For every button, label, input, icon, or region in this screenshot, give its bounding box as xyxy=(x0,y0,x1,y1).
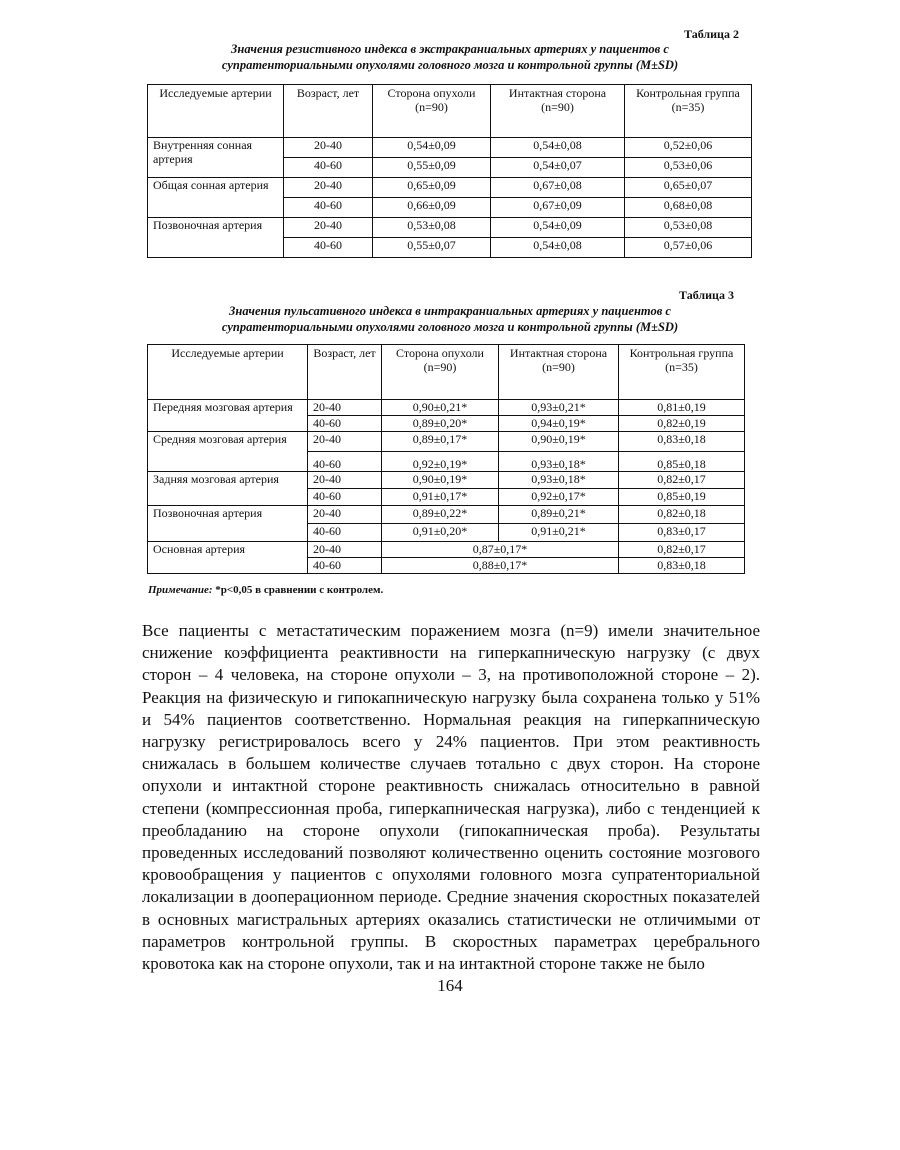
tumor-cell: 0,55±0,07 xyxy=(373,238,491,258)
intact-cell: 0,54±0,09 xyxy=(491,218,625,238)
age-cell: 20-40 xyxy=(308,506,382,524)
artery-name: Средняя мозговая артерия xyxy=(148,432,308,472)
table3-label: Таблица 3 xyxy=(679,288,734,302)
intact-cell: 0,67±0,08 xyxy=(491,178,625,198)
artery-name: Внутренняя сонная артерия xyxy=(148,138,284,178)
table2-header-control: Контрольная группа (n=35) xyxy=(625,85,752,138)
age-cell: 20-40 xyxy=(284,178,373,198)
tumor-cell: 0,89±0,20* xyxy=(382,416,499,432)
table2-header-row xyxy=(148,85,752,138)
control-cell: 0,83±0,17 xyxy=(619,524,745,542)
table3-header-tumor: Сторона опухоли (n=90) xyxy=(382,345,499,400)
control-cell: 0,82±0,19 xyxy=(619,416,745,432)
control-cell: 0,85±0,18 xyxy=(619,452,745,472)
age-cell: 40-60 xyxy=(284,238,373,258)
control-cell: 0,82±0,17 xyxy=(619,542,745,558)
table2-label: Таблица 2 xyxy=(684,27,739,41)
page-number: 164 xyxy=(437,976,463,995)
tumor-cell: 0,90±0,19* xyxy=(382,472,499,489)
table2-header-age: Возраст, лет xyxy=(284,85,373,138)
table-row xyxy=(148,400,745,416)
control-cell: 0,82±0,17 xyxy=(619,472,745,489)
table-row xyxy=(148,506,745,524)
artery-name: Передняя мозговая артерия xyxy=(148,400,308,432)
age-cell: 40-60 xyxy=(284,158,373,178)
tumor-cell: 0,53±0,08 xyxy=(373,218,491,238)
table-row xyxy=(148,542,745,558)
table3-note xyxy=(148,584,383,596)
tumor-cell: 0,66±0,09 xyxy=(373,198,491,218)
control-cell: 0,82±0,18 xyxy=(619,506,745,524)
intact-cell: 0,90±0,19* xyxy=(499,432,619,452)
table-row xyxy=(148,218,752,238)
control-cell: 0,85±0,19 xyxy=(619,489,745,506)
intact-cell: 0,89±0,21* xyxy=(499,506,619,524)
artery-name: Задняя мозговая артерия xyxy=(148,472,308,506)
intact-cell: 0,67±0,09 xyxy=(491,198,625,218)
note-label: Примечание: xyxy=(148,584,213,596)
table3-header-artery: Исследуемые артерии xyxy=(148,345,308,400)
intact-cell: 0,93±0,18* xyxy=(499,472,619,489)
tumor-cell: 0,91±0,20* xyxy=(382,524,499,542)
tumor-cell: 0,92±0,19* xyxy=(382,452,499,472)
table3-caption xyxy=(150,303,750,335)
age-cell: 40-60 xyxy=(284,198,373,218)
control-cell: 0,53±0,08 xyxy=(625,218,752,238)
control-cell: 0,68±0,08 xyxy=(625,198,752,218)
age-cell: 40-60 xyxy=(308,558,382,574)
intact-cell: 0,94±0,19* xyxy=(499,416,619,432)
tumor-cell: 0,89±0,17* xyxy=(382,432,499,452)
control-cell: 0,83±0,18 xyxy=(619,558,745,574)
table2-caption-line2: супратенториальными опухолями головного мозга и контрольной группы (M±SD) xyxy=(221,58,679,72)
table-row xyxy=(148,432,745,452)
intact-cell: 0,54±0,08 xyxy=(491,238,625,258)
intact-cell: 0,93±0,21* xyxy=(499,400,619,416)
combined-cell: 0,88±0,17* xyxy=(382,558,619,574)
tumor-cell: 0,90±0,21* xyxy=(382,400,499,416)
table2 xyxy=(147,84,752,258)
artery-name: Общая сонная артерия xyxy=(148,178,284,218)
table2-caption-line1: Значения резистивного индекса в экстракраниальных артериях у пациентов с xyxy=(231,42,669,56)
table3-header-intact: Интактная сторона (n=90) xyxy=(499,345,619,400)
table2-header-artery: Исследуемые артерии xyxy=(148,85,284,138)
age-cell: 20-40 xyxy=(308,432,382,452)
control-cell: 0,57±0,06 xyxy=(625,238,752,258)
age-cell: 40-60 xyxy=(308,524,382,542)
intact-cell: 0,91±0,21* xyxy=(499,524,619,542)
control-cell: 0,52±0,06 xyxy=(625,138,752,158)
age-cell: 20-40 xyxy=(308,542,382,558)
tumor-cell: 0,55±0,09 xyxy=(373,158,491,178)
table3-caption-line1: Значения пульсативного индекса в интракраниальных артериях у пациентов с xyxy=(229,304,671,318)
table-row xyxy=(148,472,745,489)
artery-name: Позвоночная артерия xyxy=(148,506,308,542)
tumor-cell: 0,54±0,09 xyxy=(373,138,491,158)
age-cell: 40-60 xyxy=(308,452,382,472)
tumor-cell: 0,65±0,09 xyxy=(373,178,491,198)
intact-cell: 0,92±0,17* xyxy=(499,489,619,506)
table2-header-intact: Интактная сторона (n=90) xyxy=(491,85,625,138)
intact-cell: 0,54±0,07 xyxy=(491,158,625,178)
table2-header-tumor: Сторона опухоли (n=90) xyxy=(373,85,491,138)
tumor-cell: 0,91±0,17* xyxy=(382,489,499,506)
intact-cell: 0,54±0,08 xyxy=(491,138,625,158)
control-cell: 0,53±0,06 xyxy=(625,158,752,178)
control-cell: 0,83±0,18 xyxy=(619,432,745,452)
age-cell: 20-40 xyxy=(284,138,373,158)
artery-name: Основная артерия xyxy=(148,542,308,574)
tumor-cell: 0,89±0,22* xyxy=(382,506,499,524)
table3-header-row xyxy=(148,345,745,400)
table-row xyxy=(148,138,752,158)
control-cell: 0,65±0,07 xyxy=(625,178,752,198)
combined-cell: 0,87±0,17* xyxy=(382,542,619,558)
note-text: *p<0,05 в сравнении с контролем. xyxy=(215,584,384,596)
age-cell: 40-60 xyxy=(308,416,382,432)
intact-cell: 0,93±0,18* xyxy=(499,452,619,472)
table3-caption-line2: супратенториальными опухолями головного мозга и контрольной группы (M±SD) xyxy=(221,320,679,334)
artery-name: Позвоночная артерия xyxy=(148,218,284,258)
table3-header-age: Возраст, лет xyxy=(308,345,382,400)
age-cell: 20-40 xyxy=(308,472,382,489)
control-cell: 0,81±0,19 xyxy=(619,400,745,416)
table-row xyxy=(148,178,752,198)
age-cell: 20-40 xyxy=(284,218,373,238)
table3 xyxy=(147,344,745,574)
age-cell: 40-60 xyxy=(308,489,382,506)
body-paragraph: Все пациенты с метастатическим поражением мозга (n=9) имели значительное снижение коэффициента реактивности на гиперкапническую нагрузку (с двух сторон – 4 человека, на стороне опухоли – 3, на противоположной стороне – 2). Реакция на физическую и гипокапническую нагрузку была сохранена только у 51% и 54% пациентов соответственно. Нормальная реакция на гиперкапническую нагрузку регистрировалось всего у 24% пациентов. При этом реактивность снижалась в большем количестве случаев тотально с двух сторон. На стороне опухоли и интактной стороне реактивность снижалась относительно в равной степени (компрессионная проба, гиперкапническая нагрузка), либо с тенденцией к преобладанию на стороне опухоли (гипокапническая проба). Результаты проведенных исследований позволяют количественно оценить состояние мозгового кровообращения у пациентов с опухолями головного мозга супратенториальной локализации в дооперационном периоде. Средние значения скоростных показателей в основных магистральных артериях оказались статистически не отличимыми от параметров контрольной группы. В скоростных параметрах церебрального кровотока как на стороне опухоли, так и на интактной стороне также не было xyxy=(142,621,760,974)
table2-caption xyxy=(150,41,750,73)
age-cell: 20-40 xyxy=(308,400,382,416)
table3-header-control: Контрольная группа (n=35) xyxy=(619,345,745,400)
